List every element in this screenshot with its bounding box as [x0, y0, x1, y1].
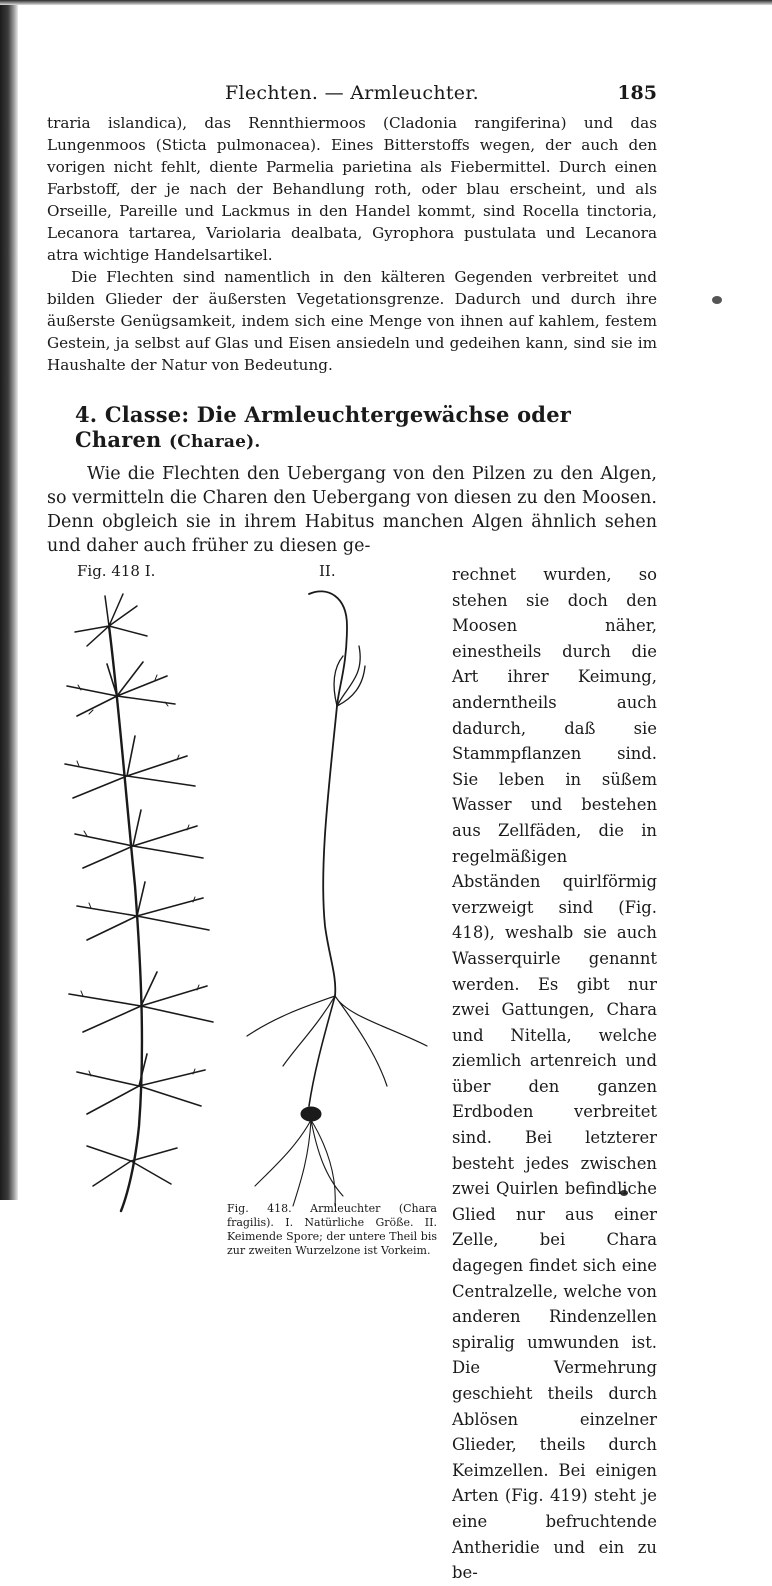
figure-caption: Fig. 418. Armleuchter (Chara fragilis). I. Natürliche Größe. II. Keimende Spore; der untere Theil bis zur zweiten Wurzelzone ist Vorkeim. [227, 1202, 437, 1257]
scan-edge-left [0, 0, 18, 1200]
chara-illustration [47, 586, 437, 1216]
figure-label-i: Fig. 418 I. [77, 562, 156, 580]
section-heading-latin: (Charae). [169, 432, 261, 452]
book-page [47, 82, 657, 1583]
paragraph-charae-description: rechnet wurden, so stehen sie doch den Moosen näher, einestheils durch die Art ihrer Keimung, anderntheils auch dadurch, daß sie Stammpflanzen sind. Sie leben in süßem Wasser und bestehen aus Zellfäden, die in regelmäßigen Abständen quirlförmig verzweigt sind (Fig. 418), weshalb sie auch Wasserquirle genannt werden. Es gibt nur zwei Gattungen, Chara und Nitella, welche ziemlich artenreich und über den ganzen Erdboden verbreitet sind. Bei letzterer besteht jedes zwischen zwei Quirlen befindliche Glied nur aus einer Zelle, bei Chara dagegen findet sich eine Centralzelle, welche von anderen Rindenzellen spiralig umwunden ist. Die Vermehrung geschieht theils durch Ablösen einzelner Glieder, theils durch Keimzellen. Bei einigen Arten (Fig. 419) steht je eine befruchtende Antheridie und ein zu be- [452, 565, 657, 1583]
figure-418 [47, 562, 437, 1262]
running-title: Flechten. — Armleuchter. [225, 82, 479, 104]
page-number: 185 [617, 82, 657, 104]
chara-plant-drawing [65, 594, 213, 1211]
section-heading-text: 4. Classe: Die Armleuchtergewächse oder Charen [75, 402, 572, 452]
paragraph-lichen-uses: traria islandica), das Rennthiermoos (Cladonia rangiferina) und das Lungenmoos (Sticta pulmonacea). Eines Bitterstoffs wegen, der auch den vorigen nicht fehlt, diente Parmelia parietina als Fiebermittel. Durch einen Farbstoff, der je nach der Behandlung roth, oder blau erscheint, und als Orseille, Pareille und Lackmus in den Handel kommt, sind Rocella tinctoria, Lecanora tartarea, Variolaria dealbata, Gyrophora pustulata und Lecanora atra wichtige Handelsartikel. [47, 114, 657, 264]
ink-speck [712, 296, 722, 304]
germinating-spore-drawing [247, 591, 427, 1206]
paragraph-charae-intro: Wie die Flechten den Uebergang von den Pilzen zu den Algen, so vermitteln die Charen den Uebergang von diesen zu den Moosen. Denn obgleich sie in ihrem Habitus manchen Algen ähnlich sehen und daher auch früher zu diesen ge- [47, 464, 657, 556]
running-head [47, 82, 657, 112]
figure-label-ii: II. [319, 562, 336, 580]
figure-and-text [47, 562, 657, 1583]
paragraph-lichen-distribution: Die Flechten sind namentlich in den kälteren Gegenden verbreitet und bilden Glieder der äußersten Vegetationsgrenze. Dadurch und durch ihre äußerste Genügsamkeit, indem sich eine Menge von ihnen auf kahlem, festem Gestein, ja selbst auf Glas und Eisen ansiedeln und gedeihen kann, sind sie im Haushalte der Natur von Bedeutung. [47, 268, 657, 374]
scan-edge-top [0, 0, 772, 5]
section-heading [75, 402, 657, 452]
